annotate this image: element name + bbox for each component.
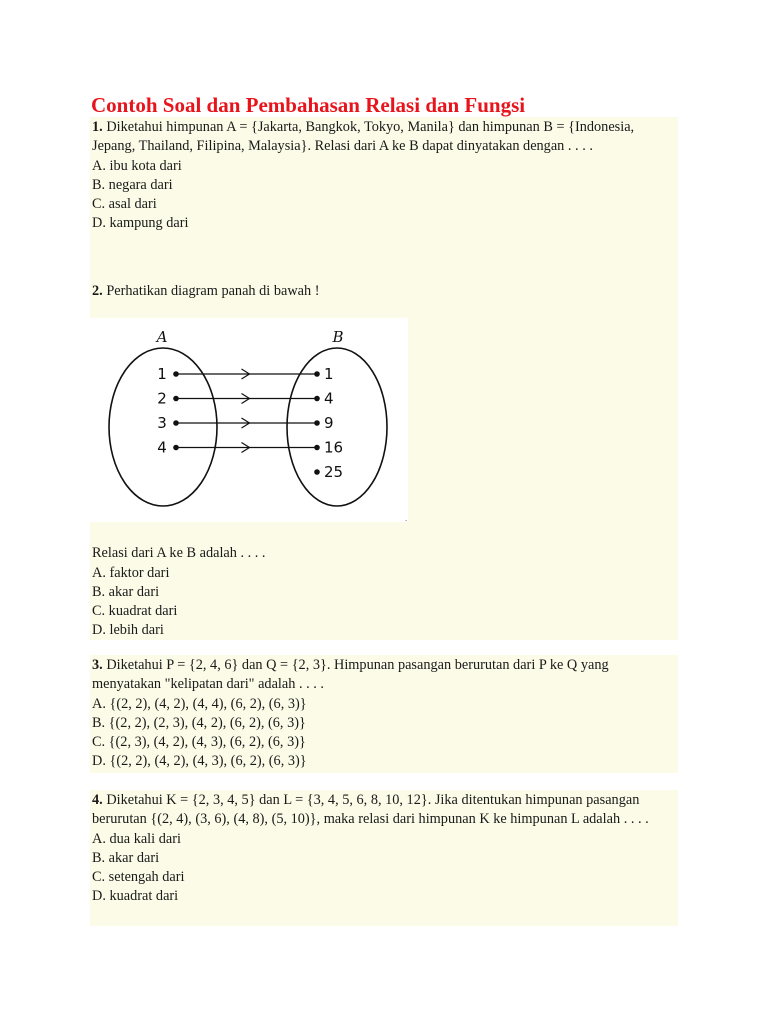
question-1-option-c: C. asal dari: [92, 196, 157, 213]
question-4-option-d: D. kuadrat dari: [92, 888, 179, 905]
question-3-number: 3.: [92, 657, 103, 673]
set-b-element: 16: [324, 438, 344, 457]
question-4-option-b: B. akar dari: [92, 849, 160, 866]
question-2-text: [92, 282, 676, 301]
set-b-dot: [314, 469, 320, 475]
arrow-diagram: [90, 318, 408, 522]
page-title: Contoh Soal dan Pembahasan Relasi dan Fungsi: [91, 93, 526, 117]
set-b-label: B: [332, 328, 344, 346]
question-2-question: Relasi dari A ke B adalah . . . .: [92, 545, 266, 562]
set-b-element: 4: [324, 389, 334, 408]
set-a-element: 2: [157, 389, 167, 408]
question-4-stem: Diketahui K = {2, 3, 4, 5} dan L = {3, 4, 5, 6, 8, 10, 12}. Jika ditentukan himpunan pasangan berurutan {(2, 4), (3, 6), (4, 8), (5, 10)}, maka relasi dari himpunan K ke himpunan L adalah . . . .: [92, 792, 649, 828]
question-1-option-b: B. negara dari: [92, 176, 173, 193]
question-1-option-a: A. ibu kota dari: [92, 157, 182, 174]
question-1-stem: Diketahui himpunan A = {Jakarta, Bangkok, Tokyo, Manila} dan himpunan B = {Indonesia, Jepang, Thailand, Filipina, Malaysia}. Relasi dari A ke B dapat dinyatakan dengan . . . .: [92, 119, 635, 155]
question-3-text: [92, 656, 676, 695]
question-4: [90, 790, 678, 926]
question-4-option-c: C. setengah dari: [92, 869, 185, 886]
question-3-option-c: C. {(2, 3), (4, 2), (4, 3), (6, 2), (6, 3)}: [92, 734, 306, 751]
question-3-option-b: B. {(2, 2), (2, 3), (4, 2), (6, 2), (6, 3)}: [92, 714, 306, 731]
arrow-diagram-svg: [90, 318, 408, 522]
set-b-element: 9: [324, 414, 334, 432]
question-4-text: [92, 791, 676, 830]
question-2-option-c: C. kuadrat dari: [92, 603, 178, 620]
set-a-element: 4: [157, 438, 167, 457]
question-2-option-b: B. akar dari: [92, 583, 160, 600]
set-b-element: 25: [324, 463, 344, 481]
set-a-label: A: [156, 328, 168, 346]
question-2-option-a: A. faktor dari: [92, 564, 170, 581]
question-1-text: [92, 118, 676, 157]
question-1-option-d: D. kampung dari: [92, 215, 189, 232]
set-b-ellipse: [287, 348, 387, 506]
question-3-stem: Diketahui P = {2, 4, 6} dan Q = {2, 3}. Himpunan pasangan berurutan dari P ke Q yang menyatakan "kelipatan dari" adalah . . . .: [92, 657, 609, 693]
question-3-option-a: A. {(2, 2), (4, 2), (4, 4), (6, 2), (6, 3)}: [92, 695, 307, 712]
stray-dot: .: [405, 513, 408, 523]
set-a-element: 1: [157, 365, 167, 383]
question-1-number: 1.: [92, 119, 103, 135]
set-a-element: 3: [157, 414, 167, 432]
question-2-stem: Perhatikan diagram panah di bawah !: [106, 283, 320, 299]
question-4-option-a: A. dua kali dari: [92, 830, 181, 847]
question-4-number: 4.: [92, 792, 103, 808]
question-3-option-d: D. {(2, 2), (4, 2), (4, 3), (6, 2), (6, 3)}: [92, 753, 307, 770]
set-b-element: 1: [324, 365, 334, 383]
question-3: [90, 655, 678, 773]
question-2-option-d: D. lebih dari: [92, 622, 164, 639]
question-2-number: 2.: [92, 283, 103, 299]
